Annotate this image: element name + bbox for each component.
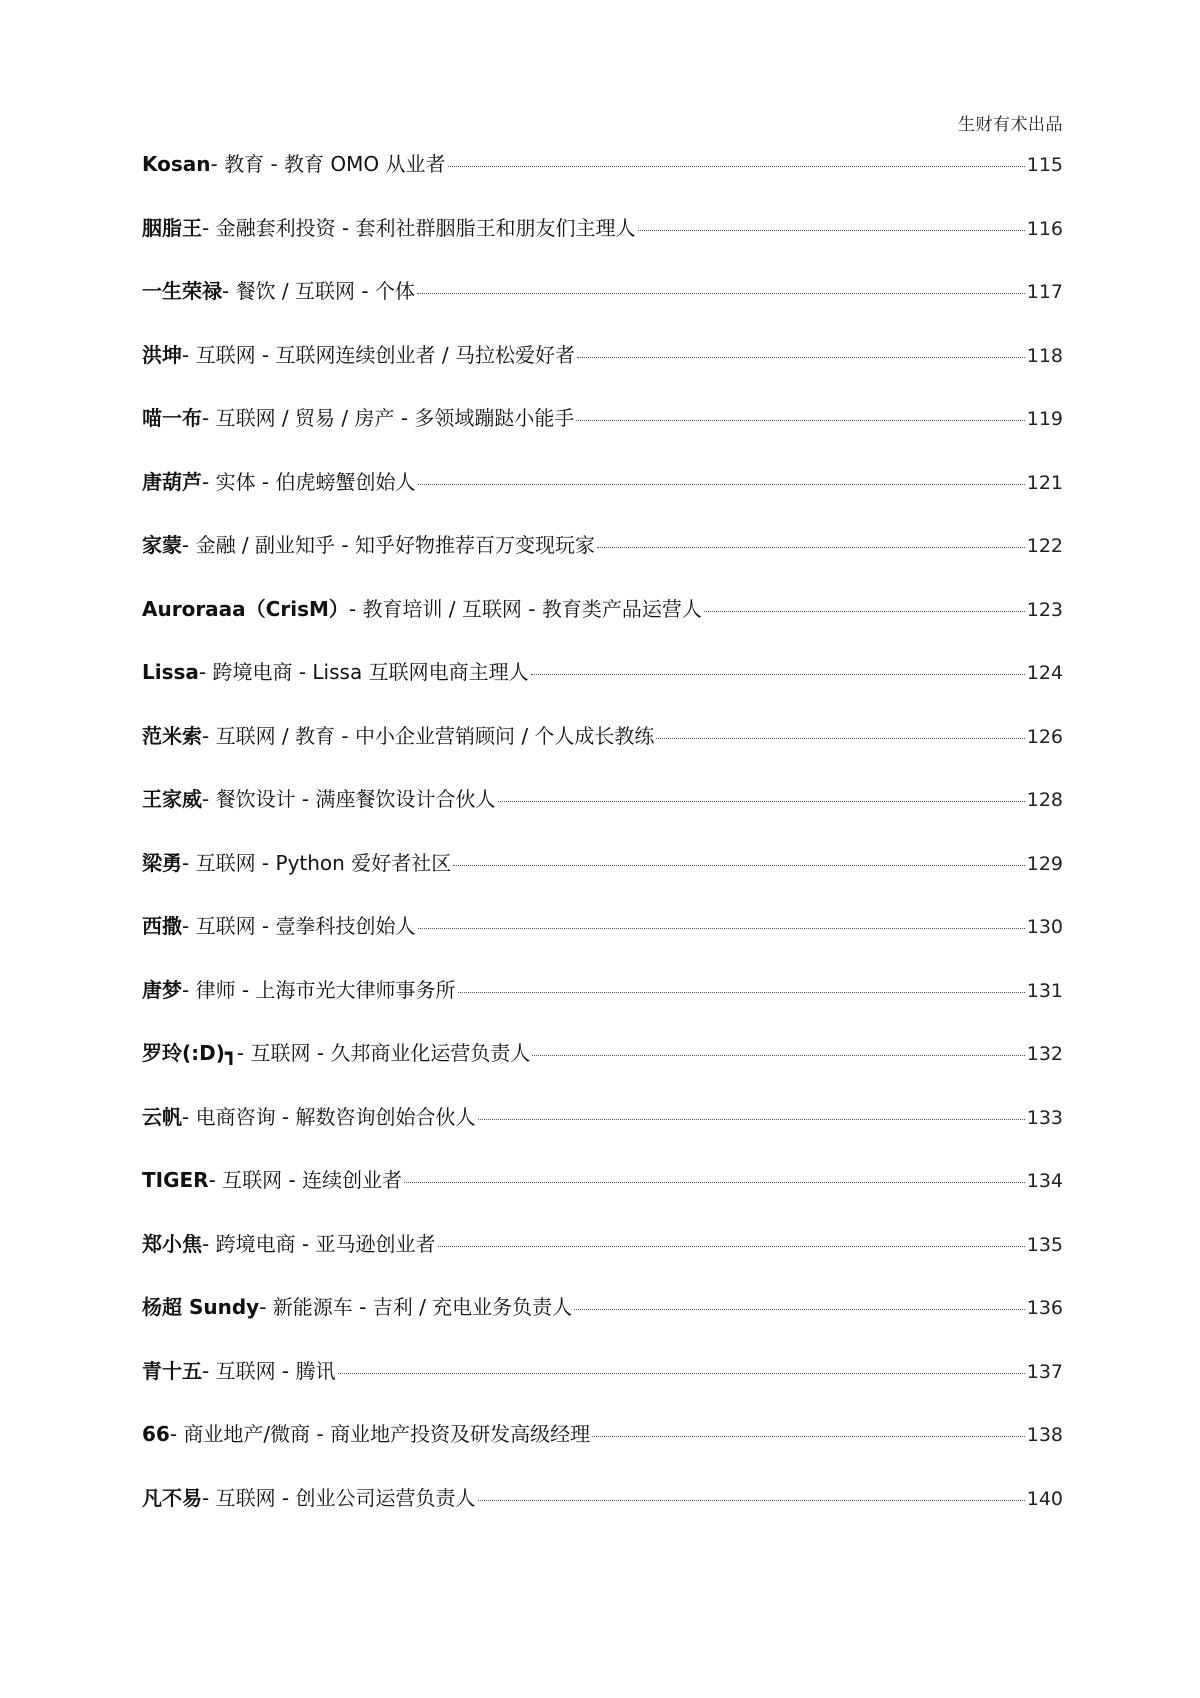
toc-page-number: 115: [1026, 154, 1063, 176]
toc-entry-name: 胭脂王: [142, 215, 202, 240]
toc-entry[interactable]: [142, 1231, 1063, 1295]
toc-page-number: 129: [1026, 852, 1063, 875]
toc-page-number: 117: [1026, 281, 1063, 303]
toc-entry-name: 王家威: [142, 787, 202, 811]
toc-entry-description: - 互联网 - 壹拳科技创始人: [182, 914, 416, 938]
page-header: 生财有术出品: [958, 115, 1063, 135]
toc-entry[interactable]: [142, 405, 1063, 469]
toc-entry-name: 郑小焦: [142, 1231, 202, 1256]
toc-entry[interactable]: [142, 977, 1063, 1041]
toc-entry[interactable]: [142, 723, 1063, 787]
toc-entry-description: - 互联网 - 创业公司运营负责人: [202, 1485, 476, 1510]
toc-entry-description: - 互联网 - 连续创业者: [208, 1168, 403, 1192]
toc-page-number: 131: [1026, 979, 1063, 1002]
toc-page-number: 132: [1026, 1043, 1063, 1065]
toc-entry-name: 家蒙: [142, 533, 182, 557]
toc-entry-description: - 教育培训 / 互联网 - 教育类产品运营人: [348, 596, 702, 621]
toc-entry[interactable]: [142, 469, 1063, 533]
toc-entry-name: Lissa: [142, 660, 199, 684]
toc-entry-name: 范米索: [142, 723, 202, 748]
toc-entry-description: - 跨境电商 - Lissa 互联网电商主理人: [198, 660, 529, 684]
toc-leader-dots: [338, 1373, 1025, 1374]
toc-entry[interactable]: [142, 1421, 1063, 1485]
toc-leader-dots: [574, 1309, 1025, 1310]
toc-page-number: 140: [1026, 1487, 1063, 1510]
toc-leader-dots: [638, 230, 1025, 231]
toc-leader-dots: [532, 1055, 1024, 1056]
toc-entry-description: - 餐饮 / 互联网 - 个体: [222, 279, 415, 303]
toc-page-number: 121: [1026, 471, 1063, 494]
toc-entry-name: 梁勇: [142, 850, 182, 875]
toc-entry[interactable]: [142, 1485, 1063, 1549]
toc-leader-dots: [656, 738, 1024, 739]
toc-entry[interactable]: [142, 532, 1063, 596]
toc-page-number: 138: [1026, 1424, 1063, 1446]
toc-page-number: 119: [1026, 408, 1063, 430]
toc-entry[interactable]: [142, 596, 1063, 660]
toc-leader-dots: [576, 420, 1024, 421]
toc-entry-name: 青十五: [142, 1358, 202, 1383]
toc-entry-description: - 金融 / 副业知乎 - 知乎好物推荐百万变现玩家: [182, 533, 595, 557]
toc-page-number: 126: [1026, 725, 1063, 748]
toc-entry-name: 凡不易: [142, 1485, 202, 1510]
toc-entry-name: Auroraaa（CrisM）: [142, 596, 349, 621]
toc-leader-dots: [458, 992, 1025, 993]
toc-entry[interactable]: [142, 1358, 1063, 1422]
toc-leader-dots: [438, 1246, 1025, 1247]
toc-leader-dots: [498, 801, 1025, 802]
toc-page-number: 118: [1026, 344, 1063, 367]
toc-page-number: 135: [1026, 1233, 1063, 1256]
toc-entry[interactable]: [142, 1104, 1063, 1168]
toc-entry-description: - 餐饮设计 - 满座餐饮设计合伙人: [202, 787, 496, 811]
toc-entry[interactable]: [142, 1294, 1063, 1358]
toc-entry-name: 唐葫芦: [142, 469, 202, 494]
toc-entry-description: - 跨境电商 - 亚马逊创业者: [202, 1231, 436, 1256]
toc-leader-dots: [448, 166, 1025, 167]
toc-entry-description: - 实体 - 伯虎螃蟹创始人: [202, 469, 416, 494]
toc-entry-name: 一生荣禄: [142, 279, 222, 303]
toc-entry-description: - 互联网 - 久邦商业化运营负责人: [236, 1041, 531, 1065]
toc-page-number: 123: [1026, 598, 1063, 621]
toc-entry-description: - 电商咨询 - 解数咨询创始合伙人: [182, 1104, 476, 1129]
toc-entry[interactable]: [142, 850, 1063, 914]
toc-entry-description: - 互联网 / 贸易 / 房产 - 多领域蹦跶小能手: [202, 406, 575, 430]
toc-entry-name: 罗玲(:D)┓: [142, 1041, 237, 1065]
toc-entry[interactable]: [142, 1167, 1063, 1231]
toc-entry-name: 洪坤: [142, 342, 182, 367]
toc-entry-name: 唐梦: [142, 977, 182, 1002]
toc-entry[interactable]: [142, 1040, 1063, 1104]
toc-leader-dots: [592, 1436, 1025, 1437]
toc-entry-description: - 互联网 - 互联网连续创业者 / 马拉松爱好者: [182, 342, 575, 367]
toc-entry-name: TIGER: [142, 1168, 209, 1192]
toc-page-number: 116: [1026, 217, 1063, 240]
toc-leader-dots: [418, 928, 1025, 929]
toc-leader-dots: [597, 547, 1025, 548]
toc-entry[interactable]: [142, 215, 1063, 279]
toc-page-number: 122: [1026, 535, 1063, 557]
toc-entry[interactable]: [142, 278, 1063, 342]
toc-entry-description: - 新能源车 - 吉利 / 充电业务负责人: [259, 1295, 573, 1319]
toc-leader-dots: [418, 484, 1025, 485]
toc-leader-dots: [577, 357, 1025, 358]
toc-leader-dots: [704, 611, 1025, 612]
toc-entry-name: 云帆: [142, 1104, 182, 1129]
toc-entry[interactable]: [142, 659, 1063, 723]
toc-page-number: 136: [1026, 1297, 1063, 1319]
toc-page-number: 134: [1026, 1170, 1063, 1192]
toc-page-number: 133: [1026, 1106, 1063, 1129]
toc-entry-description: - 金融套利投资 - 套利社群胭脂王和朋友们主理人: [202, 215, 636, 240]
toc-entry-description: - 互联网 - 腾讯: [202, 1358, 336, 1383]
toc-entry-name: 喵一布: [142, 406, 202, 430]
toc-leader-dots: [453, 865, 1025, 866]
toc-entry-description: - 互联网 - Python 爱好者社区: [182, 850, 452, 875]
toc-entry-name: Kosan: [142, 152, 211, 176]
toc-leader-dots: [478, 1119, 1025, 1120]
toc-entry-description: - 商业地产/微商 - 商业地产投资及研发高级经理: [169, 1422, 591, 1446]
toc-leader-dots: [404, 1182, 1025, 1183]
table-of-contents: [142, 151, 1063, 1548]
toc-entry[interactable]: [142, 786, 1063, 850]
toc-entry[interactable]: [142, 913, 1063, 977]
toc-page-number: 137: [1026, 1360, 1063, 1383]
toc-page-number: 124: [1026, 662, 1063, 684]
toc-leader-dots: [417, 293, 1025, 294]
toc-entry-description: - 互联网 / 教育 - 中小企业营销顾问 / 个人成长教练: [202, 723, 655, 748]
toc-entry-name: 66: [142, 1422, 170, 1446]
toc-leader-dots: [531, 674, 1025, 675]
toc-entry-description: - 教育 - 教育 OMO 从业者: [210, 152, 446, 176]
toc-page-number: 130: [1026, 916, 1063, 938]
toc-entry-name: 西撒: [142, 914, 182, 938]
toc-entry-description: - 律师 - 上海市光大律师事务所: [182, 977, 456, 1002]
toc-entry[interactable]: [142, 151, 1063, 215]
toc-page-number: 128: [1026, 789, 1063, 811]
toc-entry[interactable]: [142, 342, 1063, 406]
toc-leader-dots: [478, 1500, 1025, 1501]
toc-entry-name: 杨超 Sundy: [142, 1295, 260, 1319]
